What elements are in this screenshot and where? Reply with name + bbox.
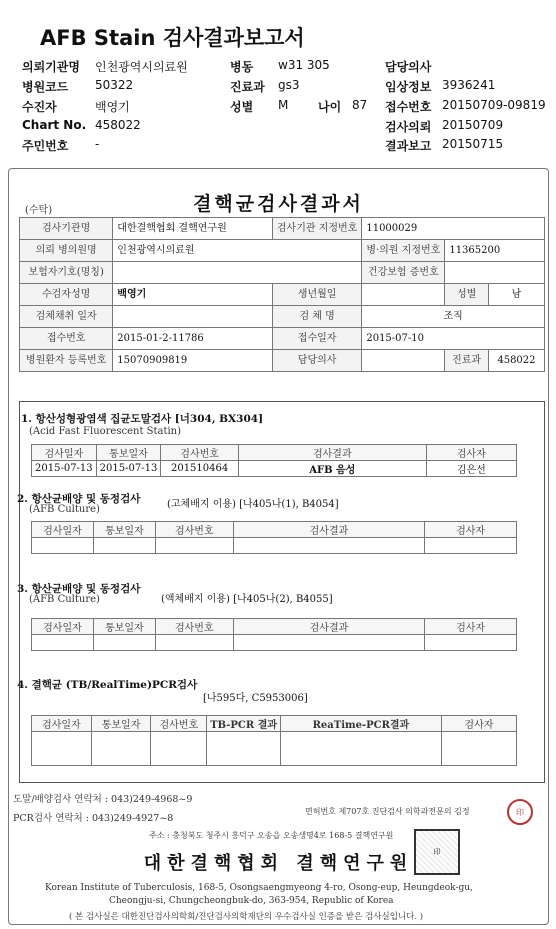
header-value: 50322 (95, 78, 134, 92)
address-english-2: Cheongju-si, Chungcheongbuk-do, 363-954, Republic of Korea (109, 896, 394, 906)
info-label: 검사기관 지정번호 (272, 218, 361, 240)
header-label: 검사의뢰 (385, 120, 432, 134)
header-label: 의뢰기관명 (22, 60, 80, 74)
col-header: ReaTime-PCR결과 (281, 716, 442, 732)
info-value: 인천광역시의료원 (113, 240, 362, 262)
section-4-heading: 4. 결핵균 (TB/RealTime)PCR검사 (17, 679, 198, 691)
info-value (113, 262, 362, 284)
col-header: 검사번호 (151, 716, 207, 732)
header-label: 임상정보 (385, 80, 432, 94)
address-korean: 주소 : 충청북도 청주시 흥덕구 오송읍 오송생명4로 168-5 결핵연구원 (149, 831, 394, 840)
section-3-subtitle: (AFB Culture) (29, 594, 100, 605)
info-value: 2015-01-2-11786 (113, 328, 273, 350)
section-4-method: [나595다, C5953006] (203, 693, 308, 704)
result-cell: 김은선 (426, 461, 516, 477)
header-value: 87 (352, 98, 368, 112)
info-label: 생년월일 (272, 284, 361, 306)
section-2-subtitle: (AFB Culture) (29, 504, 100, 515)
col-header: 검사결과 (238, 445, 426, 461)
info-value: 15070909819 (113, 350, 273, 372)
doctor-stamp-icon: 印 (507, 799, 533, 825)
col-header: 검사일자 (32, 522, 94, 538)
info-value (445, 262, 545, 284)
section-2-heading: 2. 항산균배양 및 동정검사 (17, 493, 141, 505)
header-value: gs3 (278, 78, 300, 92)
header-value: 20150709-09819 (442, 98, 546, 112)
section-3-method: (액체배지 이용) [나405나(2), B4055] (161, 594, 333, 605)
address-english-1: Korean Institute of Tuberculosis, 168-5, Osongsaengmyeong 4-ro, Osong-eup, Heungdeok-gu, (45, 883, 473, 893)
info-value: 2015-07-10 (362, 328, 545, 350)
patient-info-table (19, 217, 545, 372)
info-value (362, 284, 445, 306)
header-label: 병동 (230, 60, 254, 74)
info-value (362, 350, 445, 372)
info-value: 조직 (362, 306, 545, 328)
header-label: Chart No. (22, 118, 87, 132)
col-header: 통보일자 (91, 716, 151, 732)
header-value: 3936241 (442, 78, 496, 92)
header-value: 인천광역시의료원 (95, 60, 188, 74)
info-value: 백영기 (113, 284, 273, 306)
info-value: 11365200 (445, 240, 545, 262)
sheet-tag: (수탁) (25, 205, 53, 216)
header-value: 20150715 (442, 137, 504, 151)
col-header: 검사자 (426, 445, 516, 461)
header-label: 병원코드 (22, 80, 69, 94)
header-value: 백영기 (95, 100, 130, 114)
info-label: 보험자기호(명칭) (20, 262, 113, 284)
report-header (0, 52, 556, 160)
header-value: 20150709 (442, 118, 504, 132)
section-3-table (31, 618, 517, 651)
result-cell: 2015-07-13 (96, 461, 161, 477)
info-label: 성별 (445, 284, 489, 306)
col-header: TB-PCR 결과 (207, 716, 281, 732)
license-text: 면허번호 제707호 진단검사 의학과전문의 김정 (305, 807, 470, 816)
result-cell: 201510464 (161, 461, 239, 477)
header-label: 담당의사 (385, 60, 432, 74)
info-label: 건강보험 증번호 (362, 262, 445, 284)
certification-notice: ( 본 검사실은 대한진단검사의학회/진단검사의학재단의 우수검사실 인증을 받은 검사실입니다. ) (69, 912, 424, 922)
header-value: w31 305 (278, 58, 330, 72)
info-label: 진료과 (445, 350, 489, 372)
col-header: 검사일자 (32, 716, 92, 732)
section-2-method: (고체배지 이용) [나405나(1), B4054] (167, 499, 339, 510)
header-label: 성별 (230, 100, 254, 114)
smear-contact: 도말/배양검사 연락처 : 043)249-4968~9 (13, 794, 193, 805)
col-header: 검사일자 (32, 619, 94, 635)
header-label: 접수번호 (385, 100, 432, 114)
col-header: 통보일자 (93, 522, 155, 538)
info-label: 담당의사 (272, 350, 361, 372)
info-value: 남 (488, 284, 544, 306)
header-label: 진료과 (230, 80, 265, 94)
info-label: 검체채취 일자 (20, 306, 113, 328)
info-label: 접수일자 (272, 328, 361, 350)
scanned-result-sheet (8, 168, 549, 925)
col-header: 검사자 (441, 716, 516, 732)
organization-name: 대한결핵협회 결핵연구원 (143, 853, 414, 874)
sheet-title: 결핵균검사결과서 (193, 193, 364, 215)
info-value: 458022 (488, 350, 544, 372)
result-cell: AFB 음성 (238, 461, 426, 477)
col-header: 검사번호 (155, 619, 233, 635)
col-header: 검사결과 (233, 619, 424, 635)
col-header: 검사결과 (233, 522, 424, 538)
section-3-heading: 3. 항산균배양 및 동정검사 (17, 583, 141, 595)
col-header: 검사번호 (161, 445, 239, 461)
col-header: 검사번호 (155, 522, 233, 538)
header-label: 결과보고 (385, 139, 432, 153)
info-value: 대한결핵협회 결핵연구원 (113, 218, 273, 240)
header-label: 나이 (318, 100, 342, 114)
section-2-table (31, 521, 517, 554)
result-cell: 2015-07-13 (32, 461, 97, 477)
info-label: 병원환자 등록번호 (20, 350, 113, 372)
report-title: AFB Stain 검사결과보고서 (40, 26, 305, 50)
col-header: 검사일자 (32, 445, 97, 461)
header-value: 458022 (95, 118, 141, 132)
info-label: 검 체 명 (272, 306, 361, 328)
header-label: 수진자 (22, 100, 57, 114)
info-value: 11000029 (362, 218, 545, 240)
header-value: - (95, 137, 100, 151)
pcr-contact: PCR검사 연락처 : 043)249-4927~8 (13, 813, 174, 824)
info-label: 접수번호 (20, 328, 113, 350)
info-label: 검사기관명 (20, 218, 113, 240)
organization-seal-icon: 印 (414, 829, 460, 875)
section-1-heading: 1. 항산성형광염색 집균도말검사 [너304, BX304] (21, 413, 264, 425)
col-header: 통보일자 (93, 619, 155, 635)
info-label: 병·의원 지정번호 (362, 240, 445, 262)
header-value: M (278, 98, 289, 112)
info-value (113, 306, 273, 328)
col-header: 검사자 (425, 619, 517, 635)
col-header: 검사자 (425, 522, 517, 538)
section-1-table (31, 444, 517, 477)
col-header: 통보일자 (96, 445, 161, 461)
header-label: 주민번호 (22, 139, 69, 153)
info-label: 의뢰 병의원명 (20, 240, 113, 262)
section-4-table (31, 715, 517, 766)
info-label: 수검자성명 (20, 284, 113, 306)
section-1-subtitle: (Acid Fast Fluorescent Statin) (29, 426, 182, 437)
